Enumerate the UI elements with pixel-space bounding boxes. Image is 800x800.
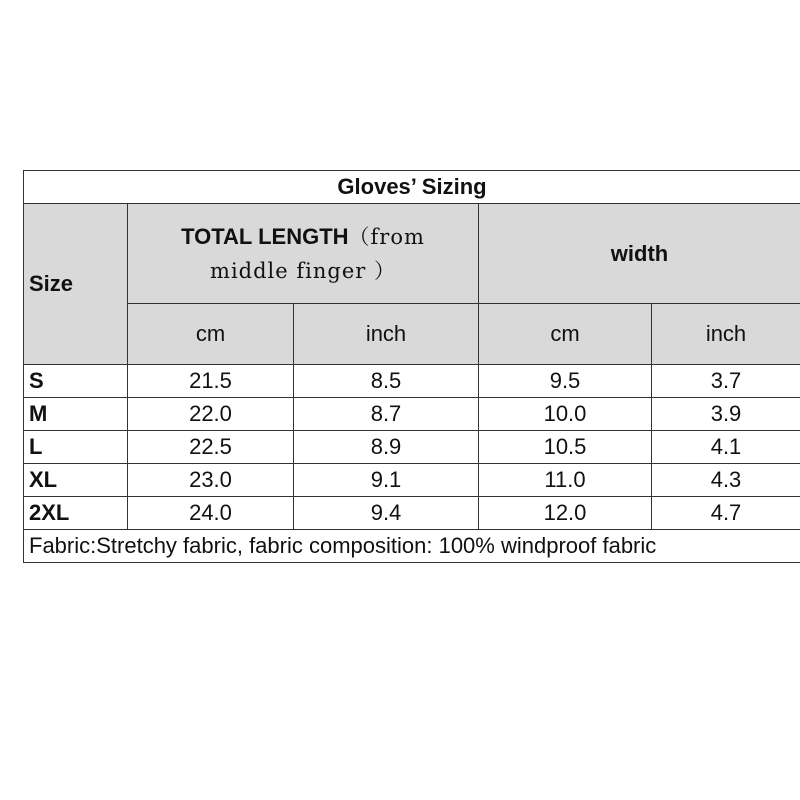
total-length-header — [128, 204, 479, 304]
length-inch-header: inch — [294, 304, 479, 365]
width-cm-cell: 12.0 — [479, 497, 652, 530]
unit-header-row — [24, 304, 800, 365]
width-cm-header: cm — [479, 304, 652, 365]
total-length-label: TOTAL LENGTH — [181, 223, 349, 249]
width-cm-cell: 9.5 — [479, 365, 652, 398]
length-cm-cell: 22.0 — [128, 398, 294, 431]
width-cm-cell: 10.5 — [479, 431, 652, 464]
length-cm-cell: 21.5 — [128, 365, 294, 398]
width-inch-cell: 4.7 — [652, 497, 800, 530]
group-header-row — [24, 204, 800, 304]
sizing-table — [23, 170, 800, 563]
length-cm-cell: 22.5 — [128, 431, 294, 464]
width-cm-cell: 10.0 — [479, 398, 652, 431]
length-inch-cell: 8.9 — [294, 431, 479, 464]
size-cell: L — [24, 431, 128, 464]
size-column-header: Size — [24, 204, 128, 365]
width-inch-header: inch — [652, 304, 800, 365]
width-header: width — [479, 204, 800, 304]
table-row — [24, 497, 800, 530]
length-inch-cell: 9.4 — [294, 497, 479, 530]
length-inch-cell: 8.5 — [294, 365, 479, 398]
length-inch-cell: 9.1 — [294, 464, 479, 497]
width-inch-cell: 4.3 — [652, 464, 800, 497]
width-inch-cell: 4.1 — [652, 431, 800, 464]
length-cm-header: cm — [128, 304, 294, 365]
size-cell: XL — [24, 464, 128, 497]
size-cell: 2XL — [24, 497, 128, 530]
table-row — [24, 431, 800, 464]
footer-row — [24, 530, 800, 563]
total-length-note: （from middle finger ） — [210, 224, 425, 283]
table-row — [24, 398, 800, 431]
fabric-note: Fabric:Stretchy fabric, fabric composition: 100% windproof fabric — [24, 530, 800, 563]
length-cm-cell: 24.0 — [128, 497, 294, 530]
table-row — [24, 365, 800, 398]
width-cm-cell: 11.0 — [479, 464, 652, 497]
width-inch-cell: 3.9 — [652, 398, 800, 431]
table-row — [24, 464, 800, 497]
length-cm-cell: 23.0 — [128, 464, 294, 497]
length-inch-cell: 8.7 — [294, 398, 479, 431]
width-inch-cell: 3.7 — [652, 365, 800, 398]
table-title: Gloves’ Sizing — [24, 171, 800, 204]
size-cell: S — [24, 365, 128, 398]
size-cell: M — [24, 398, 128, 431]
title-row — [24, 171, 800, 204]
